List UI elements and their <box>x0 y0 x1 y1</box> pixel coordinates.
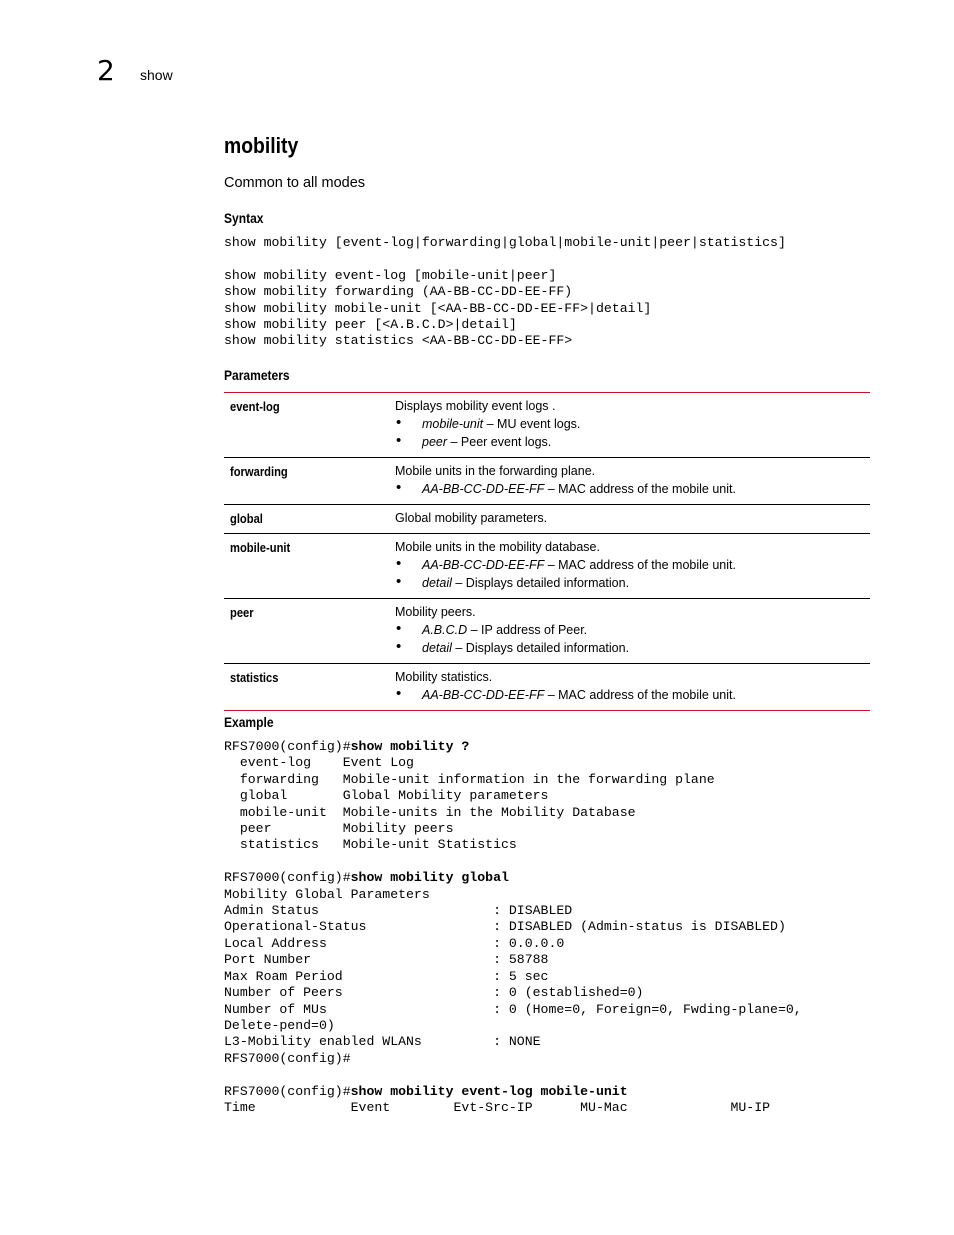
param-bullet-text: – IP address of Peer. <box>467 623 588 637</box>
cli-command: show mobility event-log mobile-unit <box>350 1083 628 1099</box>
param-bullet <box>395 480 870 498</box>
param-summary: Mobility peers. <box>395 605 476 619</box>
cli-command: show mobility global <box>350 870 509 886</box>
syntax-line: show mobility peer [<A.B.C.D>|detail] <box>224 317 517 333</box>
param-bullet-term: detail <box>422 576 452 590</box>
param-bullet-text: – Peer event logs. <box>447 435 552 449</box>
param-bullet <box>395 574 870 592</box>
syntax-line: show mobility statistics <AA-BB-CC-DD-EE-FF> <box>224 333 573 349</box>
param-description <box>395 538 870 592</box>
param-bullet-text: – Displays detailed information. <box>451 576 630 590</box>
param-bullet <box>395 415 870 433</box>
syntax-line: show mobility forwarding (AA-BB-CC-DD-EE-FF) <box>224 284 573 300</box>
output-line: Local Address : 0.0.0.0 <box>224 935 565 951</box>
param-bullet <box>395 433 870 451</box>
param-bullet <box>395 686 870 704</box>
param-bullet <box>395 639 870 657</box>
cli-prompt: RFS7000(config)# <box>224 739 351 754</box>
page-title: mobility <box>224 133 299 158</box>
syntax-code-block <box>224 235 786 350</box>
syntax-line <box>224 251 786 267</box>
output-line: L3-Mobility enabled WLANs : NONE <box>224 1034 541 1050</box>
param-row-statistics <box>224 664 870 710</box>
param-row-forwarding <box>224 458 870 505</box>
param-bullet <box>395 556 870 574</box>
blank-line <box>224 1067 802 1083</box>
param-bullet-term: peer <box>422 435 448 449</box>
parameters-table <box>224 392 870 711</box>
param-description <box>395 509 870 527</box>
output-line: forwarding Mobile-unit information in the forwarding plane <box>224 771 715 787</box>
output-line: Number of MUs : 0 (Home=0, Foreign=0, Fwding-plane=0, <box>224 1001 802 1017</box>
param-name: forwarding <box>230 464 288 479</box>
param-description <box>395 462 870 498</box>
param-summary: Mobile units in the forwarding plane. <box>395 464 596 478</box>
blank-line <box>224 854 802 870</box>
output-line: RFS7000(config)# <box>224 1050 351 1066</box>
param-bullet-text: – MAC address of the mobile unit. <box>544 558 736 572</box>
output-line: peer Mobility peers <box>224 821 454 837</box>
example-heading: Example <box>224 714 274 730</box>
command-line <box>224 1084 802 1100</box>
output-line: Operational-Status : DISABLED (Admin-status is DISABLED) <box>224 919 786 935</box>
output-line: Delete-pend=0) <box>224 1017 335 1033</box>
cli-prompt: RFS7000(config)# <box>224 1083 351 1099</box>
param-row-mobile-unit <box>224 534 870 599</box>
parameters-heading: Parameters <box>224 367 290 383</box>
param-summary: Mobility statistics. <box>395 670 493 684</box>
chapter-name: show <box>140 67 173 83</box>
param-bullet-term: A.B.C.D <box>422 623 468 637</box>
param-summary: Global mobility parameters. <box>395 511 548 525</box>
command-line <box>224 739 802 755</box>
output-line: mobile-unit Mobile-units in the Mobility Database <box>224 804 636 820</box>
syntax-heading: Syntax <box>224 210 264 226</box>
param-name: global <box>230 511 263 526</box>
syntax-line: show mobility mobile-unit [<AA-BB-CC-DD-EE-FF>|detail] <box>224 300 652 316</box>
param-row-peer <box>224 599 870 664</box>
param-row-event-log <box>224 393 870 458</box>
param-bullet <box>395 621 870 639</box>
command-line <box>224 870 802 886</box>
param-description <box>395 397 870 451</box>
output-line: Max Roam Period : 5 sec <box>224 968 549 984</box>
param-name: peer <box>230 605 254 620</box>
cli-command: show mobility ? <box>350 739 470 754</box>
param-name: event-log <box>230 399 280 414</box>
cli-prompt: RFS7000(config)# <box>224 870 351 886</box>
output-line: global Global Mobility parameters <box>224 788 549 804</box>
param-bullet-term: detail <box>422 641 452 655</box>
output-line: statistics Mobile-unit Statistics <box>224 837 517 853</box>
param-bullet-term: AA-BB-CC-DD-EE-FF <box>422 688 545 702</box>
param-bullet-term: AA-BB-CC-DD-EE-FF <box>422 558 545 572</box>
param-row-global <box>224 505 870 534</box>
param-summary: Mobile units in the mobility database. <box>395 540 600 554</box>
param-bullet-text: – MAC address of the mobile unit. <box>544 482 736 496</box>
param-description <box>395 668 870 704</box>
output-line: Time Event Evt-Src-IP MU-Mac MU-IP <box>224 1099 771 1115</box>
example-code-block <box>224 739 802 1116</box>
output-line: Number of Peers : 0 (established=0) <box>224 985 644 1001</box>
syntax-line: show mobility event-log [mobile-unit|peer] <box>224 267 557 283</box>
param-bullet-term: AA-BB-CC-DD-EE-FF <box>422 482 545 496</box>
param-bullet-text: – Displays detailed information. <box>451 641 630 655</box>
output-line: Mobility Global Parameters <box>224 886 430 902</box>
param-name: mobile-unit <box>230 540 291 555</box>
param-bullet-term: mobile-unit <box>422 417 484 431</box>
param-summary: Displays mobility event logs . <box>395 399 556 413</box>
output-line: Admin Status : DISABLED <box>224 903 573 919</box>
param-description <box>395 603 870 657</box>
param-bullet-text: – MAC address of the mobile unit. <box>544 688 736 702</box>
param-bullet-text: – MU event logs. <box>483 417 581 431</box>
output-line: event-log Event Log <box>224 755 414 771</box>
chapter-number: 2 <box>97 54 115 87</box>
syntax-line: show mobility [event-log|forwarding|global|mobile-unit|peer|statistics] <box>224 235 786 250</box>
command-modes: Common to all modes <box>224 175 366 191</box>
output-line: Port Number : 58788 <box>224 952 549 968</box>
param-name: statistics <box>230 670 279 685</box>
